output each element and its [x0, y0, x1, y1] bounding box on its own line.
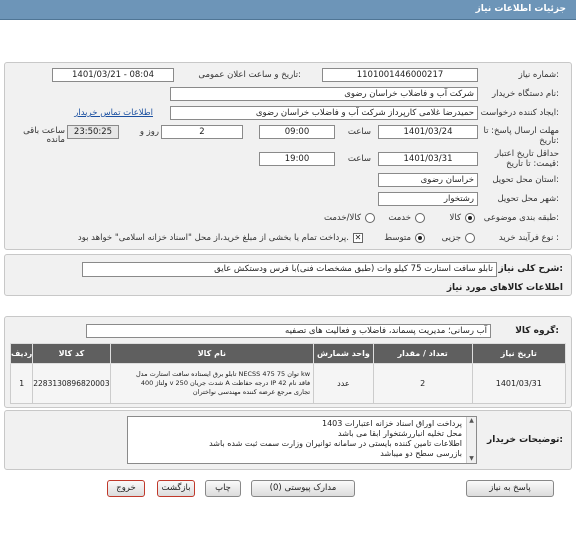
notes-line: اطلاعات تامین کننده بایستی در سامانه توانیران وزارت سمت ثبت شده باشد — [209, 439, 462, 448]
remaining-time-field: 23:50:25 — [67, 125, 119, 139]
city-field: رشتخوار — [378, 192, 478, 206]
cell-unit: عدد — [314, 364, 374, 404]
category-radio-goods-service[interactable] — [365, 213, 375, 223]
need-number-label: شماره نیاز: — [518, 70, 559, 80]
title-bar — [0, 0, 576, 20]
category-radio-goods[interactable] — [465, 213, 475, 223]
treasury-payment-note: پرداخت تمام یا بخشی از مبلغ خرید،از محل "اسناد خزانه اسلامی" خواهد بود. — [77, 233, 349, 243]
category-radio-service[interactable] — [415, 213, 425, 223]
city-label: شهر محل تحویل: — [497, 194, 559, 204]
header-row-number: ردیف — [11, 344, 33, 364]
notes-panel — [4, 410, 572, 470]
province-field: خراسان رضوی — [378, 173, 478, 187]
buyer-label: نام دستگاه خریدار: — [492, 89, 559, 99]
remaining-label: ساعت باقی مانده — [23, 126, 65, 145]
category-option-goods: کالا — [449, 213, 461, 223]
header-unit: واحد شمارش — [314, 344, 374, 364]
cell-item-code: 2283130896820003 — [33, 364, 110, 404]
page-title: جزئیات اطلاعات نیاز — [475, 4, 566, 14]
deadline-label: مهلت ارسال پاسخ: تا تاریخ: — [483, 126, 559, 146]
goods-group-field: آب رسانی؛ مدیریت پسماند، فاضلاب و فعالیت های تصفیه — [86, 324, 491, 338]
creator-label: ایجاد کننده درخواست: — [480, 108, 559, 118]
validity-date-field: 1401/03/31 — [378, 152, 478, 166]
notes-line: پرداخت اوراق اسناد خزانه اعتبارات 1403 — [322, 419, 462, 428]
cell-need-date: 1401/03/31 — [472, 364, 565, 404]
treasury-payment-checkbox[interactable]: ✕ — [354, 233, 362, 242]
validity-label: حداقل تاریخ اعتبار قیمت: تا تاریخ: — [494, 149, 559, 169]
deadline-time-label: ساعت — [347, 127, 371, 137]
cell-row-number: 1 — [11, 364, 33, 404]
print-button[interactable]: چاپ — [205, 480, 241, 497]
scrollbar[interactable] — [466, 417, 476, 463]
item-name-line: تابلو برق ایستاده سافت استارت مدل NECSS 475 توان 75 kw — [135, 370, 311, 378]
process-label: نوع فرآیند خرید : — [498, 233, 559, 243]
header-item-name: نام کالا — [110, 344, 314, 364]
creator-field: حمیدرضا غلامی کارپرداز شرکت آب و فاضلاب خراسان رضوی — [170, 106, 478, 120]
exit-button[interactable]: خروج — [107, 480, 145, 497]
summary-panel — [4, 254, 572, 296]
process-radio-medium[interactable] — [415, 233, 425, 243]
category-option-goods-service: کالا/خدمت — [324, 213, 361, 223]
process-radio-minor[interactable] — [465, 233, 475, 243]
validity-time-label: ساعت — [347, 154, 371, 164]
summary-field: تابلو سافت استارت 75 کیلو وات (طبق مشخصات فنی)با فرس ودستکش عایق — [82, 262, 497, 277]
category-label: طبقه بندی موضوعی: — [483, 213, 559, 223]
item-name-line: تجاری مرجع عرضه کننده مهندسی نواختران — [192, 388, 311, 396]
announce-field: 1401/03/21 - 08:04 — [52, 68, 174, 82]
header-item-code: کد کالا — [33, 344, 110, 364]
deadline-time-field: 09:00 — [259, 125, 335, 139]
notes-line: محل تخلیه انباررشتخوار ابقا می باشد — [338, 429, 462, 438]
process-option-minor: جزیی — [441, 233, 461, 243]
need-number-field: 1101001446000217 — [322, 68, 478, 82]
buyer-field: شرکت آب و فاضلاب خراسان رضوی — [170, 87, 478, 101]
days-field: 2 — [161, 125, 243, 139]
validity-time-field: 19:00 — [259, 152, 335, 166]
cell-item-name — [110, 364, 314, 404]
header-quantity: تعداد / مقدار — [373, 344, 472, 364]
reply-button[interactable]: پاسخ به نیاز — [466, 480, 554, 497]
scroll-up-icon[interactable]: ▲ — [469, 417, 474, 424]
category-option-service: خدمت — [388, 213, 411, 223]
item-name-line: ولتاژ 400 v شدت جریان 250 A درجه حفاظت IP 42 فاقد نام — [140, 379, 311, 387]
province-label: استان محل تحویل: — [492, 175, 559, 185]
deadline-date-field: 1401/03/24 — [378, 125, 478, 139]
goods-section-title: اطلاعات کالاهای مورد نیاز — [446, 283, 563, 293]
announce-label: تاریخ و ساعت اعلان عمومی: — [198, 70, 301, 80]
contact-info-link[interactable]: اطلاعات تماس خریدار — [74, 108, 153, 118]
need-details-panel — [4, 62, 572, 250]
process-option-medium: متوسط — [384, 233, 411, 243]
goods-group-label: گروه کالا: — [515, 326, 559, 336]
summary-label: شرح کلی نیاز: — [498, 264, 563, 274]
buyer-notes-label: توضیحات خریدار: — [487, 435, 563, 445]
header-need-date: تاریخ نیاز — [472, 344, 565, 364]
attachments-button[interactable]: مدارک پیوستی (0) — [251, 480, 355, 497]
notes-line: بازرسی سطح دو میباشد — [380, 449, 462, 458]
cell-quantity: 2 — [373, 364, 472, 404]
back-button[interactable]: بازگشت — [157, 480, 195, 497]
buyer-notes-box[interactable] — [127, 416, 477, 464]
days-label: روز و — [139, 127, 159, 137]
table-row — [11, 364, 566, 404]
goods-table — [10, 343, 566, 404]
scroll-down-icon[interactable]: ▼ — [469, 455, 474, 462]
